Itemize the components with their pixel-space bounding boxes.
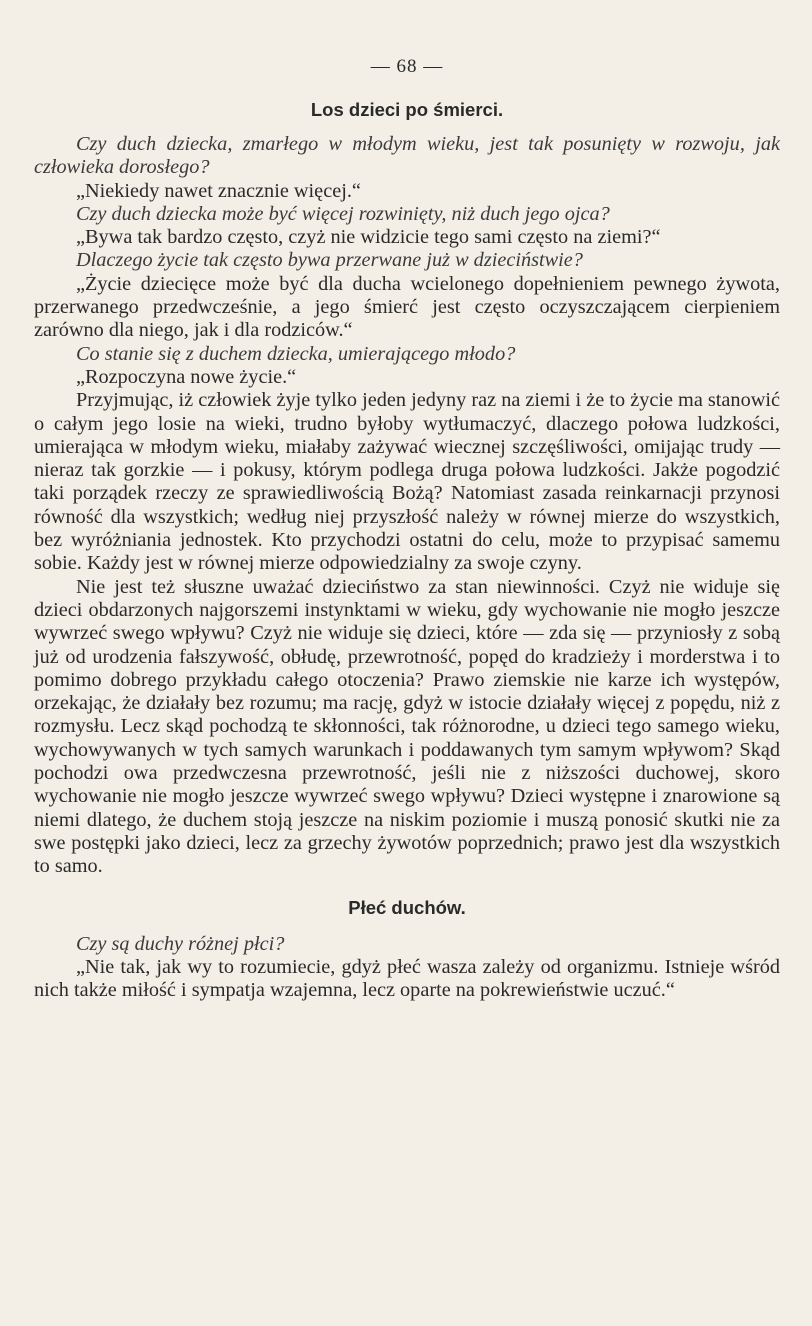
answer-paragraph: „Bywa tak bardzo często, czyż nie widzicie tego sami często na ziemi?“: [76, 226, 661, 249]
question-paragraph: Czy są duchy różnej płci?: [76, 932, 285, 955]
commentary-paragraph: Nie jest też słuszne uważać dzieciństwo za stan niewinności. Czyż nie widuje się dzieci obdarzonych najgorszemi instynktami w wieku, gdy wychowanie nie mogło jeszcze wywrzeć swego wpływu? Czyż nie widuje się dzieci, które — zda się — przyniosły z sobą już od urodzenia fałszywość, obłudę, przewrotność, popęd do kradzieży i morderstwa i to pomimo dobrego przykładu całego otoczenia? Prawo ziemskie nie karze ich występów, orzekając, że działały bez rozumu; ma rację, gdyż w istocie działały więcej z popędu, niż z rozmysłu. Lecz skąd pochodzą te skłonności, tak różnorodne, u dzieci tego samego wieku, wychowywanych w tych samych warunkach i poddawanych tym samym wpływom? Skąd pochodzi owa przedwczesna przewrotność, jeśli nie z niższości duchowej, skoro wychowanie nie mogło jeszcze wywrzeć swego wpływu? Dzieci występne i znarowione są niemi dlatego, że duchem stoją jeszcze na niskim poziomie i muszą ponosić skutki nie za swe postępki jako dzieci, lecz za grzechy żywotów poprzednich; prawo jest dla wszystkich to samo.: [34, 575, 780, 878]
answer-paragraph: „Życie dziecięce może być dla ducha wcielonego dopełnieniem pewnego żywota, przerwanego przedwcześnie, a jego śmierć jest często oczyszczającem cierpieniem zarówno dla niego, jak i dla rodziców.“: [34, 272, 780, 342]
question-paragraph: Dlaczego życie tak często bywa przerwane już w dzieciństwie?: [76, 249, 583, 272]
section-title-sex-of-spirits: Płeć duchów.: [348, 896, 466, 918]
question-paragraph: Czy duch dziecka, zmarłego w młodym wieku, jest tak posunięty w rozwoju, jak człowieka dorosłego?: [34, 133, 780, 179]
section-title-children-after-death: Los dzieci po śmierci.: [310, 99, 504, 120]
question-paragraph: Czy duch dziecka może być więcej rozwinięty, niż duch jego ojca?: [76, 202, 610, 225]
answer-paragraph: „Rozpoczyna nowe życie.“: [76, 365, 297, 388]
answer-paragraph: „Niekiedy nawet znacznie więcej.“: [76, 179, 361, 202]
answer-paragraph: „Nie tak, jak wy to rozumiecie, gdyż płeć wasza zależy od organizmu. Istnieje wśród nich także miłość i sympatja wzajemna, lecz oparte na pokrewieństwie uczuć.“: [34, 955, 780, 1002]
question-paragraph: Co stanie się z duchem dziecka, umierającego młodo?: [76, 342, 516, 365]
commentary-paragraph: Przyjmując, iż człowiek żyje tylko jeden jedyny raz na ziemi i że to życie ma stanowić o całym jego losie na wieki, trudno byłoby wytłumaczyć, dlaczego połowa ludzkości, umierająca w młodym wieku, miałaby zażywać wiecznej szczęśliwości, omijając trudy — nieraz tak gorzkie — i pokusy, którym podlega druga połowa ludzkości. Jakże pogodzić taki porządek rzeczy ze sprawiedliwością Bożą? Natomiast zasada reinkarnacji przynosi równość dla wszystkich; według niej przyszłość należy w równej mierze do wszystkich, bez wyróżniania jednostek. Kto przychodzi ostatni do celu, może to przypisać samemu sobie. Każdy jest w równej mierze odpowiedzialny za swoje czyny.: [34, 389, 780, 575]
page-number: — 68 —: [370, 56, 444, 77]
